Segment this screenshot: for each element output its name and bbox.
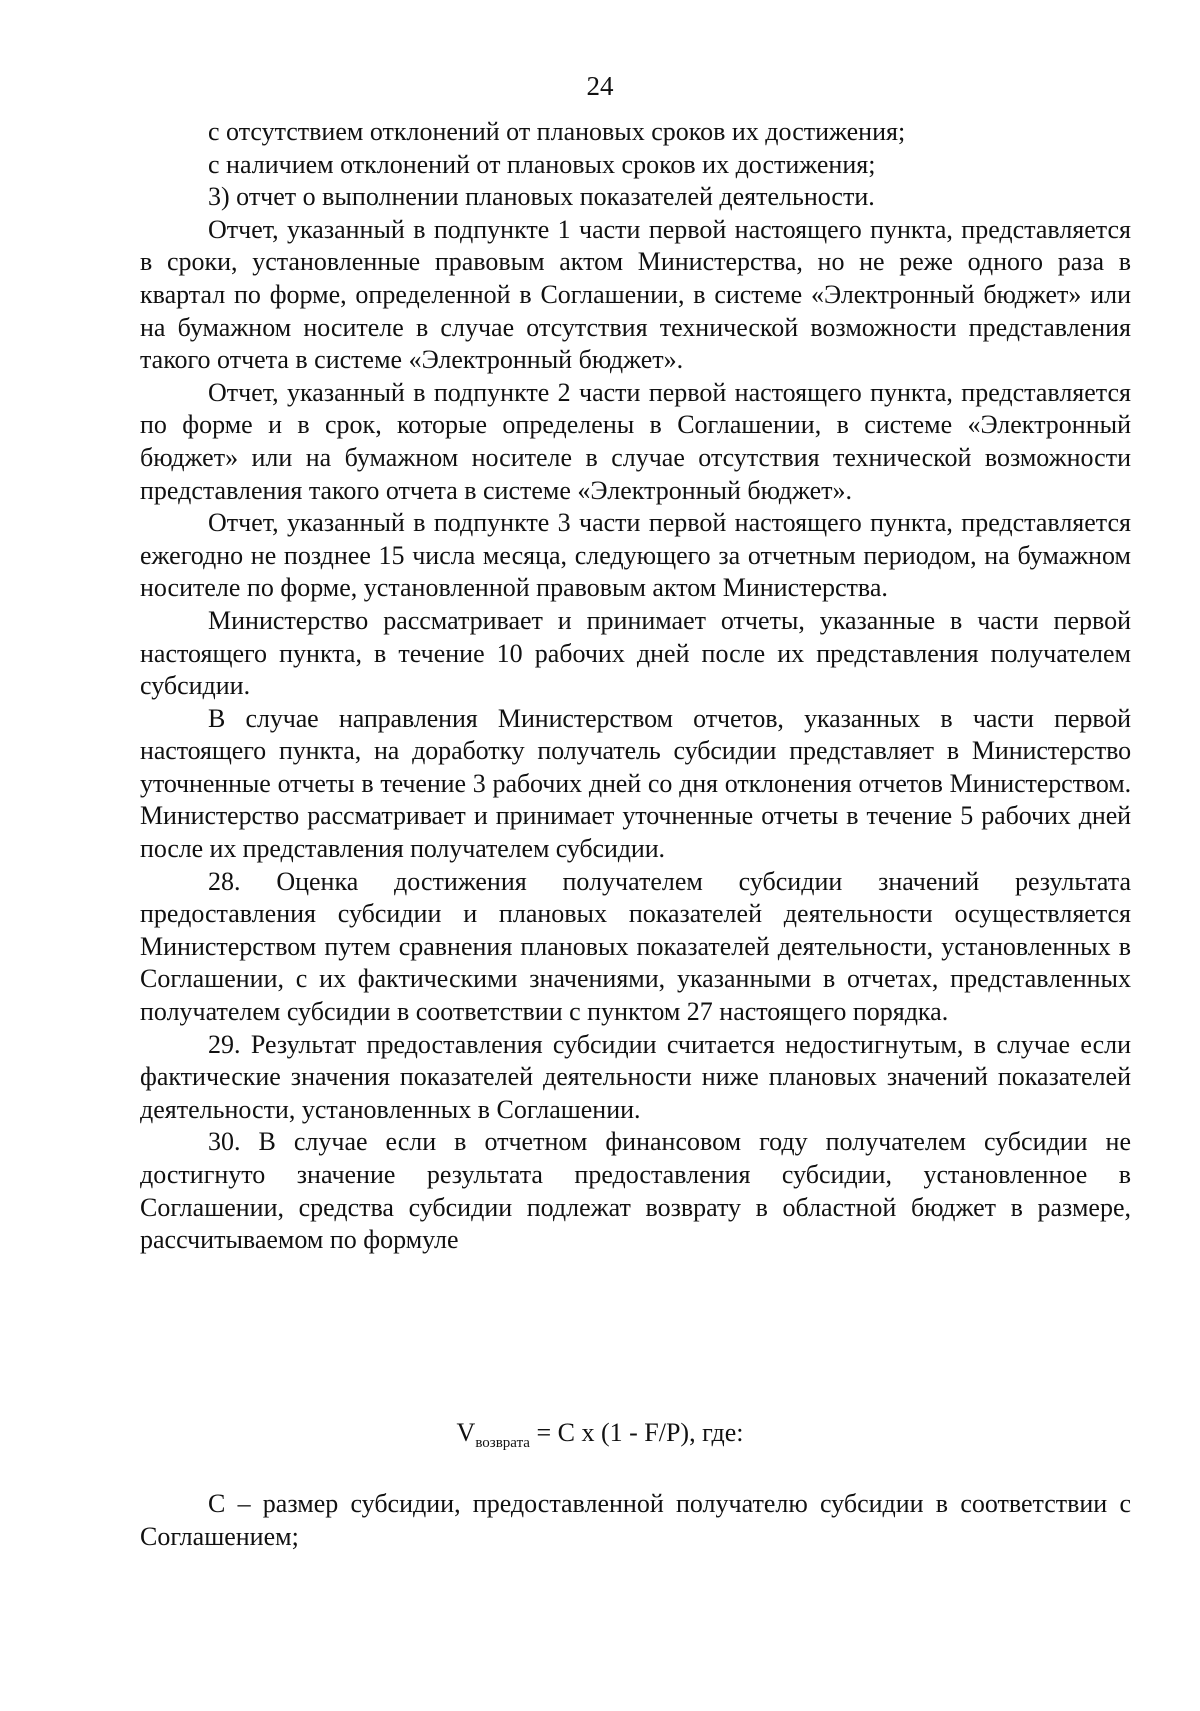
- paragraph-report-subitem-1: Отчет, указанный в подпункте 1 части первой настоящего пункта, представляется в сроки, установленные правовым актом Министерства, но не реже одного раза в квартал по форме, определенной в Соглашении, в системе «Электронный бюджет» или на бумажном носителе в случае отсутствия технической возможности представления такого отчета в системе «Электронный бюджет».: [140, 214, 1131, 375]
- formula-subscript: возврата: [475, 1435, 530, 1451]
- page-number: 24: [586, 71, 614, 101]
- paragraph-report-subitem-2: Отчет, указанный в подпункте 2 части первой настоящего пункта, представляется по форме и в срок, которые определены в Соглашении, в системе «Электронный бюджет» или на бумажном носителе в случае отсутствия технической возможности представления такого отчета в системе «Электронный бюджет».: [140, 377, 1131, 505]
- formula-definition-c: C – размер субсидии, предоставленной получателю субсидии в соответствии с Соглашением;: [140, 1489, 1131, 1551]
- paragraph-ministry-review: Министерство рассматривает и принимает отчеты, указанные в части первой настоящего пункта, в течение 10 рабочих дней после их представления получателем субсидии.: [140, 605, 1131, 701]
- return-formula: [0, 1417, 1200, 1459]
- paragraph-report-3: 3) отчет о выполнении плановых показателей деятельности.: [208, 182, 875, 212]
- paragraph-no-deviation: с отсутствием отклонений от плановых сроков их достижения;: [208, 117, 906, 146]
- paragraph-item-28: 28. Оценка достижения получателем субсидии значений результата предоставления субсидии и плановых показателей деятельности осуществляется Министерством путем сравнения плановых показателей деятельности, установленных в Соглашении, с их фактическими значениями, указанными в отчетах, представленных получателем субсидии в соответствии с пунктом 27 настоящего порядка.: [140, 866, 1131, 1027]
- paragraph-item-30: 30. В случае если в отчетном финансовом году получателем субсидии не достигнуто значение результата предоставления субсидии, установленное в Соглашении, средства субсидии подлежат возврату в областной бюджет в размере, рассчитываемом по формуле: [140, 1127, 1131, 1255]
- paragraph-report-subitem-3: Отчет, указанный в подпункте 3 части первой настоящего пункта, представляется ежегодно не позднее 15 числа месяца, следующего за отчетным периодом, на бумажном носителе по форме, установленной правовым актом Министерства.: [140, 508, 1131, 603]
- formula-expression: = C x (1 - F/P), где:: [529, 1418, 744, 1447]
- paragraph-revision: В случае направления Министерством отчетов, указанных в части первой настоящего пункта, на доработку получатель субсидии представляет в Министерство уточненные отчеты в течение 3 рабочих дней со дня отклонения отчетов Министерством. Министерство рассматривает и принимает уточненные отчеты в течение 5 рабочих дней после их представления получателем субсидии.: [140, 703, 1131, 864]
- formula-variable: V: [456, 1418, 476, 1447]
- paragraph-item-29: 29. Результат предоставления субсидии считается недостигнутым, в случае если фактические значения показателей деятельности ниже плановых значений показателей деятельности, установленных в Соглашении.: [140, 1029, 1131, 1124]
- paragraph-with-deviation: с наличием отклонений от плановых сроков их достижения;: [208, 149, 876, 179]
- document-body: [140, 116, 1131, 1257]
